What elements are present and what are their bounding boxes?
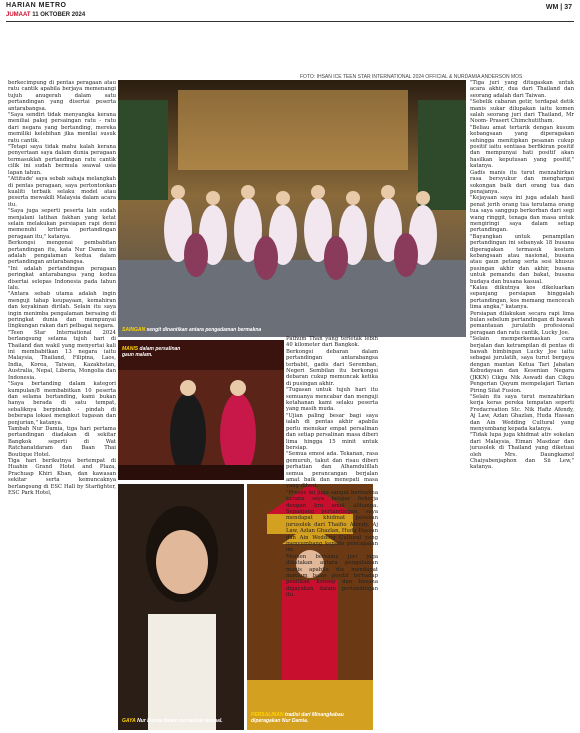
photo-credit: FOTO: IHSAN ICE TEEN STAR INTERNATIONAL 2024 OFFICIAL & NURDAMIA ANDERSON MOS — [300, 74, 523, 80]
caption-text: sengit dinantikan antara pengadaman bermakna — [146, 327, 262, 333]
costume-caption-text: tradisi dari Minangkabau diperagakan Nur Damia. — [251, 712, 344, 724]
issue-date-text: 11 OKTOBER 2024 — [32, 12, 86, 18]
group-photo — [118, 80, 466, 337]
portrait-caption-text: Nur Damia dalam persalinan kasual. — [137, 718, 223, 724]
masthead-brand: HARIAN METRO — [6, 2, 67, 9]
caption-lead: SAINGAN — [122, 327, 146, 333]
stage-photo-art — [118, 340, 284, 480]
issue-day: JUMAAT — [6, 12, 31, 18]
section-code: WM — [545, 4, 559, 11]
page-number: WM | 37 — [545, 4, 572, 11]
stage-photo-caption — [122, 346, 182, 358]
article-column-2: Pathum Than yang terletak lebih 40 kilometer dari Bangkok. Berkongsi debaran dalam pertandingan antarabangsa terbabit, gadis dari Seremban, Negeri Sembilan itu berkongsi debaran cukup memuncak ketika di pusingan akhir. "Tugasan untuk tujuh hari itu semuanya mencabar dan menguji ketahanan kami selaku peserta yang masih muda. "Ujian paling besar bagi saya ialah di pentas akhir apabila perlu menukar empat persalinan dan setiap persalinan masa diberi lima hingga 15 minit untuk bersiap. "Semua emosi ada. Tekanan, rasa gemuruh, takut dan risau diberi perhatian dan Alhamdulillah semua perancangan berjalan amat baik dan menepati masa yang diberi. "Proses ini juga sangat bermakna kerana saya belajar bekerja dengan kru amat alihanga. Sepanjang pertandingan, saya mendapat khidmat pasukan jurusolek dari Thaifio Afendy, Aj Law, Azlan Ghazlan, Huda Hassan dan Ain Wedding Cultural yang menyumbang kepada pencapaian ini. Momen bersama juri juga dikatakan antara pengalaman manis apabila dia mendapat maklum balas positif terhadap penilitan konsep dan busana digayakan dalam pertandingan itu. — [286, 336, 378, 599]
header-divider — [6, 21, 574, 22]
portrait-photo — [118, 484, 244, 730]
stage-photo — [118, 340, 284, 480]
portrait-caption-lead: GAYA — [122, 718, 136, 724]
page-number-text: 37 — [564, 4, 572, 11]
stage-caption-lead: MANIS — [122, 346, 139, 352]
article-column-3: "Tiga juri yang ditugaskan untuk acara akhir, dua dari Thailand dan seorang adalah dari Taiwan. "Sebelik cabaran getir, terdapat detik manis sukar dilupakan iaitu komen salah seorang juri dari Thailand, Mr Noom- Prasert Chimchutitham. "Beliau amat tertarik dengan kusum kebangsaan yang diperagakan sehingga menitipkan pesanan cukup positif iaitu sentiasa berfikiran positif dan mempunyai hati positif akan hasilkan keputusan yang positif," katanya. Gadis manis itu turut menzahirkan rasa bersyukur dan menghargai sokongan baik dari orang tua dan penajanya. "Kejayaan saya ini juga adalah hasil penat jerih orang tua terutama orang tua saya sanggup berkorban dari segi wang ringgit, tenaga dan masa untuk mengiringi saya dalam setiap pertandingan. "Bayangkan untuk penampilan pertandingan ini sebanyak 18 busana diperagakan termasuk kostum kebangsaan atau nasional, busana atau gaun petang serta sesi khusus pusingan akhir dan akhir, busana untuk pemandu dan bakat, busana budaya dan busana kasual. "Kalau diikutnya kos dikeluarkan sepanjang persiapan hinggalah pertandingan, kos memang mencecah lima angka," katanya. Persiapan dilakukan secara rapi lima bulan sebelum pertandingan di bawah pemantauan jurulatih profesional peragaan dan ratu cantik, Lucky Joe. "Selain memperkemaskan cara berjalan dan ketrampilan di pentas di bawah bimbingan Lucky Joe iaitu sebagai jurulatih, saya turut bergaya dengan mantan Ketua Tari Jabatan Kebudayaan dan Kesenian Negara (JKKN) Cikgu Nik Aswadi dan Cikgu Pengerian Qayum mempelajari Tarian Piring Silat Fusion. "Selain itu saya turut menzahirkan kerja keras pereka tempatan seperti Fredacreation Stc. Nik Hafiz Afendy, Aj Law, Azlan Ghazlan, Huda Hassan dan Ain Wedding Cultural yang menyumbang kepada katanya. "Tidak lupa juga khidmat ativ sokelan dari Malaysia, Eiman Masdzar dan jurusolek di Thailand yang diketuai oleh Mrs. Daungkamol Chaiyabenjaphon dan Sii Lew," katanya. — [470, 80, 574, 471]
stage-caption-text: dalam persalinan gaun malam. — [122, 346, 181, 358]
issue-date — [6, 12, 85, 18]
portrait-photo-caption — [122, 718, 223, 724]
article-column-1: berkecimpung di pentas peragaan atau ratu cantik apabila berjaya memenangi tujuh anugerah dalam satu pertandingan yang disertai peserta antarabangsa. "Saya sendiri tidak menyangka kerana meniliai pakej persaingan ratu - ratu dari negara yang bertanding, mereka memiliki kelebihan jika menilai susuk ratu cantik. "Tetapi saya tidak mahu kalah kerana penyertaan saya dalam dunia peragaan termasuklah pertandingan ratu cantik cilik ini sudah bermula seawal usia lapan tahun. "Attitude' saya sebab sahaja melangkah di pentas peragaan, saya pertontonkan kualiti terbaik selaku model atau peserta mewakili Malaysia dalam acara itu. "Saya juga seperti peserta lain sudah menjalani latihan fakhan yang ketat selain melakukan persiapan rapi demi memenuhi kriteria pertandingan peragaan itu," katanya. Berkongsi mengenai pembabitan pertandingan itu, kata Nur Damia ini adalah pengalaman kedua dalam pertandingan antarabangsa. "Ini adalah pertandingan peragaan peringkat antarabangsa yang kedua disertai selepas Indonesia pada tahun lalu. "Antara sebab utama adalah ingin menguji tahap keupayaan, kemahiran dan keyakinan dirilah. Selain itu saya ingin menimba pengalaman bersaing di peringkat dunia dan mempunyai lingkungan rakan dari pelbagai negara. "Teen Star International 2024 berlangsung selama tujuh hari di Thailand dan wakil yang menyertai kali ini membabitkan 13 negara iaitu Malaysia, Thailand, Filipina, Laos, India, Korea, Taiwan, Kazakhstan, Australia, Nepal, Liberia, Mongolia dan Indonesia. "Saya bertanding dalam kategori kumpulan/8 membabitkan 10 peserta dan selama bertanding, kami bukan hanya berada di satu tempat, sebaliknya berpindah - pindah di beberapa lokasi mengikut tugasan dan penjurian," katanya. Tambah Nur Damia, tiga hari pertama pertandingan diadakan di sekitar Bangkok seperti di Wat Ratchanatdaram dan Baan Thai Boutique Hotel. Tiga hari berikutnya bertempat di Huahin Grand Hotel and Plaza, Prachuap Khiri Khan, dan kawasan sekitar serta kemuncaknya berlangsung di ESC Hall by Starfighter, ESC Park Hotel, — [8, 80, 116, 496]
portrait-photo-art — [118, 484, 244, 730]
group-photo-caption — [122, 327, 261, 333]
costume-caption-lead: PERSALINAN — [251, 712, 284, 718]
group-photo-art — [118, 80, 466, 337]
